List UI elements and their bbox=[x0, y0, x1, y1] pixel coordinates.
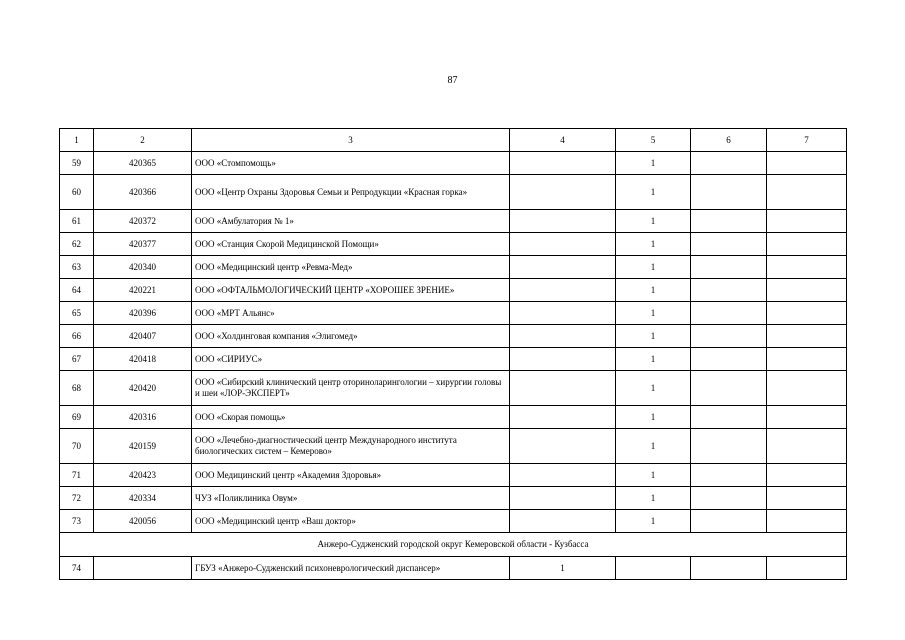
column-header: 2 bbox=[94, 129, 192, 152]
org-code: 420407 bbox=[94, 325, 192, 348]
org-code: 420159 bbox=[94, 429, 192, 464]
cell-col6 bbox=[691, 256, 767, 279]
cell-col4 bbox=[510, 371, 616, 406]
org-name: ООО «СИРИУС» bbox=[192, 348, 510, 371]
org-name: ООО «Медицинский центр «Ваш доктор» bbox=[192, 510, 510, 533]
cell-col4 bbox=[510, 256, 616, 279]
org-code: 420340 bbox=[94, 256, 192, 279]
section-header-row bbox=[60, 533, 847, 557]
cell-col5: 1 bbox=[616, 152, 691, 175]
cell-col5: 1 bbox=[616, 464, 691, 487]
cell-col7 bbox=[767, 464, 847, 487]
cell-col5: 1 bbox=[616, 510, 691, 533]
org-code: 420366 bbox=[94, 175, 192, 210]
column-header: 1 bbox=[60, 129, 94, 152]
org-name: ООО «МРТ Альянс» bbox=[192, 302, 510, 325]
table-row bbox=[60, 279, 847, 302]
section-body bbox=[60, 557, 847, 580]
cell-col7 bbox=[767, 557, 847, 580]
org-name: ООО «Стомпомощь» bbox=[192, 152, 510, 175]
cell-col7 bbox=[767, 175, 847, 210]
cell-col4 bbox=[510, 406, 616, 429]
org-name: ГБУЗ «Анжеро-Судженский психоневрологический диспансер» bbox=[192, 557, 510, 580]
row-number: 65 bbox=[60, 302, 94, 325]
header-row bbox=[60, 129, 847, 152]
row-number: 74 bbox=[60, 557, 94, 580]
page-number: 87 bbox=[447, 75, 458, 86]
table-row bbox=[60, 302, 847, 325]
org-code: 420396 bbox=[94, 302, 192, 325]
cell-col4 bbox=[510, 279, 616, 302]
org-code: 420420 bbox=[94, 371, 192, 406]
cell-col5: 1 bbox=[616, 302, 691, 325]
table-row bbox=[60, 175, 847, 210]
cell-col7 bbox=[767, 348, 847, 371]
cell-col5: 1 bbox=[616, 429, 691, 464]
table-row bbox=[60, 557, 847, 580]
org-code: 420056 bbox=[94, 510, 192, 533]
table-row bbox=[60, 464, 847, 487]
cell-col7 bbox=[767, 429, 847, 464]
cell-col6 bbox=[691, 233, 767, 256]
cell-col6 bbox=[691, 152, 767, 175]
cell-col7 bbox=[767, 371, 847, 406]
cell-col4: 1 bbox=[510, 557, 616, 580]
row-number: 60 bbox=[60, 175, 94, 210]
row-number: 72 bbox=[60, 487, 94, 510]
cell-col5: 1 bbox=[616, 175, 691, 210]
org-code: 420334 bbox=[94, 487, 192, 510]
org-code: 420418 bbox=[94, 348, 192, 371]
cell-col4 bbox=[510, 487, 616, 510]
cell-col6 bbox=[691, 348, 767, 371]
registry-table bbox=[59, 128, 847, 580]
cell-col4 bbox=[510, 325, 616, 348]
row-number: 70 bbox=[60, 429, 94, 464]
org-name: ООО «Медицинский центр «Ревма-Мед» bbox=[192, 256, 510, 279]
table-row bbox=[60, 152, 847, 175]
cell-col5: 1 bbox=[616, 233, 691, 256]
cell-col6 bbox=[691, 279, 767, 302]
cell-col4 bbox=[510, 210, 616, 233]
cell-col6 bbox=[691, 487, 767, 510]
table-row bbox=[60, 348, 847, 371]
table-row bbox=[60, 325, 847, 348]
cell-col6 bbox=[691, 210, 767, 233]
row-number: 73 bbox=[60, 510, 94, 533]
cell-col4 bbox=[510, 510, 616, 533]
org-name: ООО «Лечебно-диагностический центр Международного института биологических систем – Кемерово» bbox=[192, 429, 510, 464]
cell-col7 bbox=[767, 406, 847, 429]
org-code: 420365 bbox=[94, 152, 192, 175]
table-row bbox=[60, 406, 847, 429]
cell-col4 bbox=[510, 152, 616, 175]
cell-col6 bbox=[691, 557, 767, 580]
cell-col6 bbox=[691, 325, 767, 348]
org-name: ООО «Холдинговая компания «Элигомед» bbox=[192, 325, 510, 348]
row-number: 67 bbox=[60, 348, 94, 371]
org-name: ООО Медицинский центр «Академия Здоровья» bbox=[192, 464, 510, 487]
cell-col5: 1 bbox=[616, 279, 691, 302]
cell-col7 bbox=[767, 510, 847, 533]
cell-col5: 1 bbox=[616, 371, 691, 406]
cell-col5: 1 bbox=[616, 406, 691, 429]
cell-col7 bbox=[767, 302, 847, 325]
org-name: ЧУЗ «Поликлиника Овум» bbox=[192, 487, 510, 510]
org-name: ООО «Центр Охраны Здоровья Семьи и Репродукции «Красная горка» bbox=[192, 175, 510, 210]
row-number: 66 bbox=[60, 325, 94, 348]
row-number: 71 bbox=[60, 464, 94, 487]
cell-col5: 1 bbox=[616, 325, 691, 348]
org-code: 420377 bbox=[94, 233, 192, 256]
row-number: 61 bbox=[60, 210, 94, 233]
cell-col4 bbox=[510, 175, 616, 210]
column-header: 4 bbox=[510, 129, 616, 152]
cell-col5: 1 bbox=[616, 487, 691, 510]
column-header: 5 bbox=[616, 129, 691, 152]
cell-col7 bbox=[767, 256, 847, 279]
row-number: 69 bbox=[60, 406, 94, 429]
org-name: ООО «Скорая помощь» bbox=[192, 406, 510, 429]
row-number: 62 bbox=[60, 233, 94, 256]
cell-col6 bbox=[691, 175, 767, 210]
org-code: 420221 bbox=[94, 279, 192, 302]
table-row bbox=[60, 256, 847, 279]
org-name: ООО «ОФТАЛЬМОЛОГИЧЕСКИЙ ЦЕНТР «ХОРОШЕЕ ЗРЕНИЕ» bbox=[192, 279, 510, 302]
table-row bbox=[60, 429, 847, 464]
cell-col6 bbox=[691, 510, 767, 533]
cell-col7 bbox=[767, 233, 847, 256]
cell-col4 bbox=[510, 302, 616, 325]
column-header: 6 bbox=[691, 129, 767, 152]
row-number: 64 bbox=[60, 279, 94, 302]
cell-col5: 1 bbox=[616, 348, 691, 371]
org-code: 420316 bbox=[94, 406, 192, 429]
cell-col7 bbox=[767, 279, 847, 302]
org-code: 420372 bbox=[94, 210, 192, 233]
cell-col7 bbox=[767, 487, 847, 510]
cell-col6 bbox=[691, 429, 767, 464]
table-row bbox=[60, 210, 847, 233]
column-header: 7 bbox=[767, 129, 847, 152]
cell-col7 bbox=[767, 210, 847, 233]
cell-col4 bbox=[510, 233, 616, 256]
table-row bbox=[60, 233, 847, 256]
cell-col5: 1 bbox=[616, 256, 691, 279]
cell-col5: 1 bbox=[616, 210, 691, 233]
cell-col4 bbox=[510, 429, 616, 464]
cell-col6 bbox=[691, 302, 767, 325]
table-body bbox=[60, 152, 847, 533]
row-number: 59 bbox=[60, 152, 94, 175]
table-row bbox=[60, 487, 847, 510]
cell-col6 bbox=[691, 406, 767, 429]
cell-col6 bbox=[691, 371, 767, 406]
cell-col6 bbox=[691, 464, 767, 487]
column-header: 3 bbox=[192, 129, 510, 152]
org-name: ООО «Сибирский клинический центр оториноларингологии – хирургии головы и шеи «ЛОР-ЭКСПЕРТ» bbox=[192, 371, 510, 406]
cell-col4 bbox=[510, 348, 616, 371]
cell-col5 bbox=[616, 557, 691, 580]
section-title: Анжеро-Судженский городской округ Кемеровской области - Кузбасса bbox=[60, 533, 847, 557]
table-row bbox=[60, 371, 847, 406]
cell-col7 bbox=[767, 152, 847, 175]
row-number: 63 bbox=[60, 256, 94, 279]
org-code bbox=[94, 557, 192, 580]
table-row bbox=[60, 510, 847, 533]
cell-col4 bbox=[510, 464, 616, 487]
row-number: 68 bbox=[60, 371, 94, 406]
org-name: ООО «Амбулатория № 1» bbox=[192, 210, 510, 233]
org-name: ООО «Станция Скорой Медицинской Помощи» bbox=[192, 233, 510, 256]
org-code: 420423 bbox=[94, 464, 192, 487]
cell-col7 bbox=[767, 325, 847, 348]
